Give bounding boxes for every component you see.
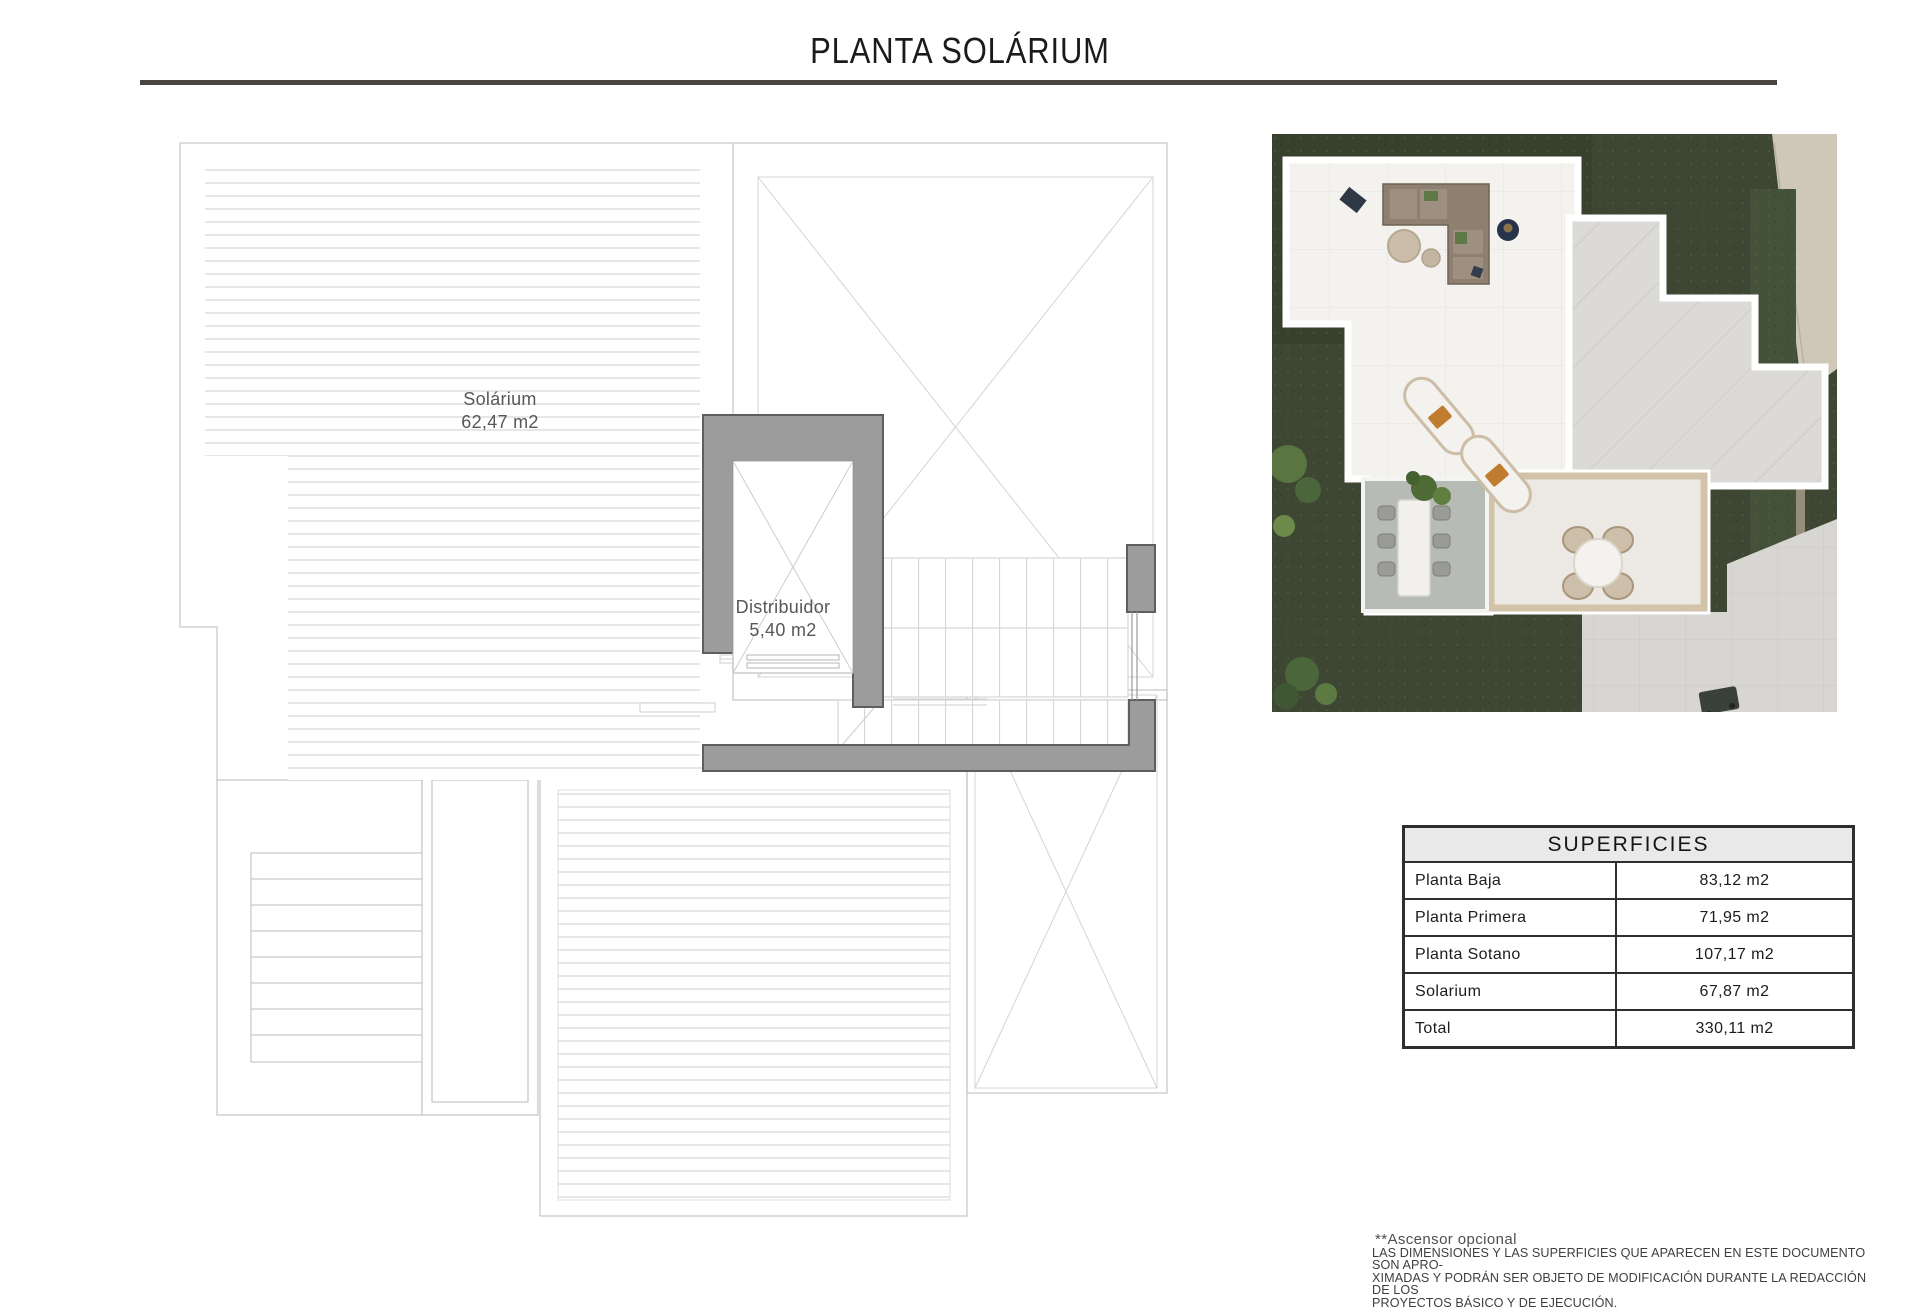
table-row	[1405, 1011, 1852, 1046]
aerial-render	[1272, 134, 1837, 712]
floor-plan-drawing	[140, 100, 1200, 1260]
disclaimer-line: XIMADAS Y PODRÁN SER OBJETO DE MODIFICACIÓN DURANTE LA REDACCIÓN DE LOS	[1372, 1270, 1867, 1298]
row-label: Planta Sotano	[1405, 937, 1617, 972]
surfaces-table	[1402, 825, 1855, 1049]
row-value: 330,11 m2	[1695, 1020, 1774, 1037]
floor-plan	[140, 100, 1200, 1260]
elevator-note: **Ascensor opcional	[1375, 1231, 1517, 1248]
title-divider	[140, 80, 1777, 85]
table-header: SUPERFICIES	[1405, 828, 1852, 863]
disclaimer-line: LAS DIMENSIONES Y LAS SUPERFICIES QUE APARECEN EN ESTE DOCUMENTO SON APRO-	[1372, 1246, 1866, 1273]
distribuidor-name: Distribuidor	[735, 597, 831, 617]
row-label: Planta Baja	[1405, 863, 1617, 898]
row-label: Solarium	[1405, 974, 1617, 1009]
page-title: PLANTA SOLÁRIUM	[810, 30, 1110, 71]
aerial-render-photo	[1272, 134, 1837, 712]
row-label: Total	[1405, 1011, 1617, 1046]
disclaimer-line: PROYECTOS BÁSICO Y DE EJECUCIÓN.	[1372, 1295, 1618, 1310]
row-value: 71,95 m2	[1699, 909, 1770, 926]
row-label: Planta Primera	[1405, 900, 1617, 935]
distribuidor-area: 5,40 m2	[749, 620, 817, 640]
row-value: 83,12 m2	[1699, 872, 1770, 889]
row-value: 107,17 m2	[1694, 946, 1775, 963]
solarium-label	[420, 388, 580, 434]
distribuidor-label	[703, 596, 863, 642]
table-row	[1405, 937, 1852, 974]
table-row	[1405, 974, 1852, 1011]
row-value: 67,87 m2	[1699, 983, 1770, 1000]
table-row	[1405, 900, 1852, 937]
table-row	[1405, 863, 1852, 900]
disclaimer	[1372, 1247, 1884, 1309]
solarium-name: Solárium	[463, 389, 537, 409]
solarium-area: 62,47 m2	[461, 412, 539, 432]
left-stairs	[251, 853, 422, 1062]
